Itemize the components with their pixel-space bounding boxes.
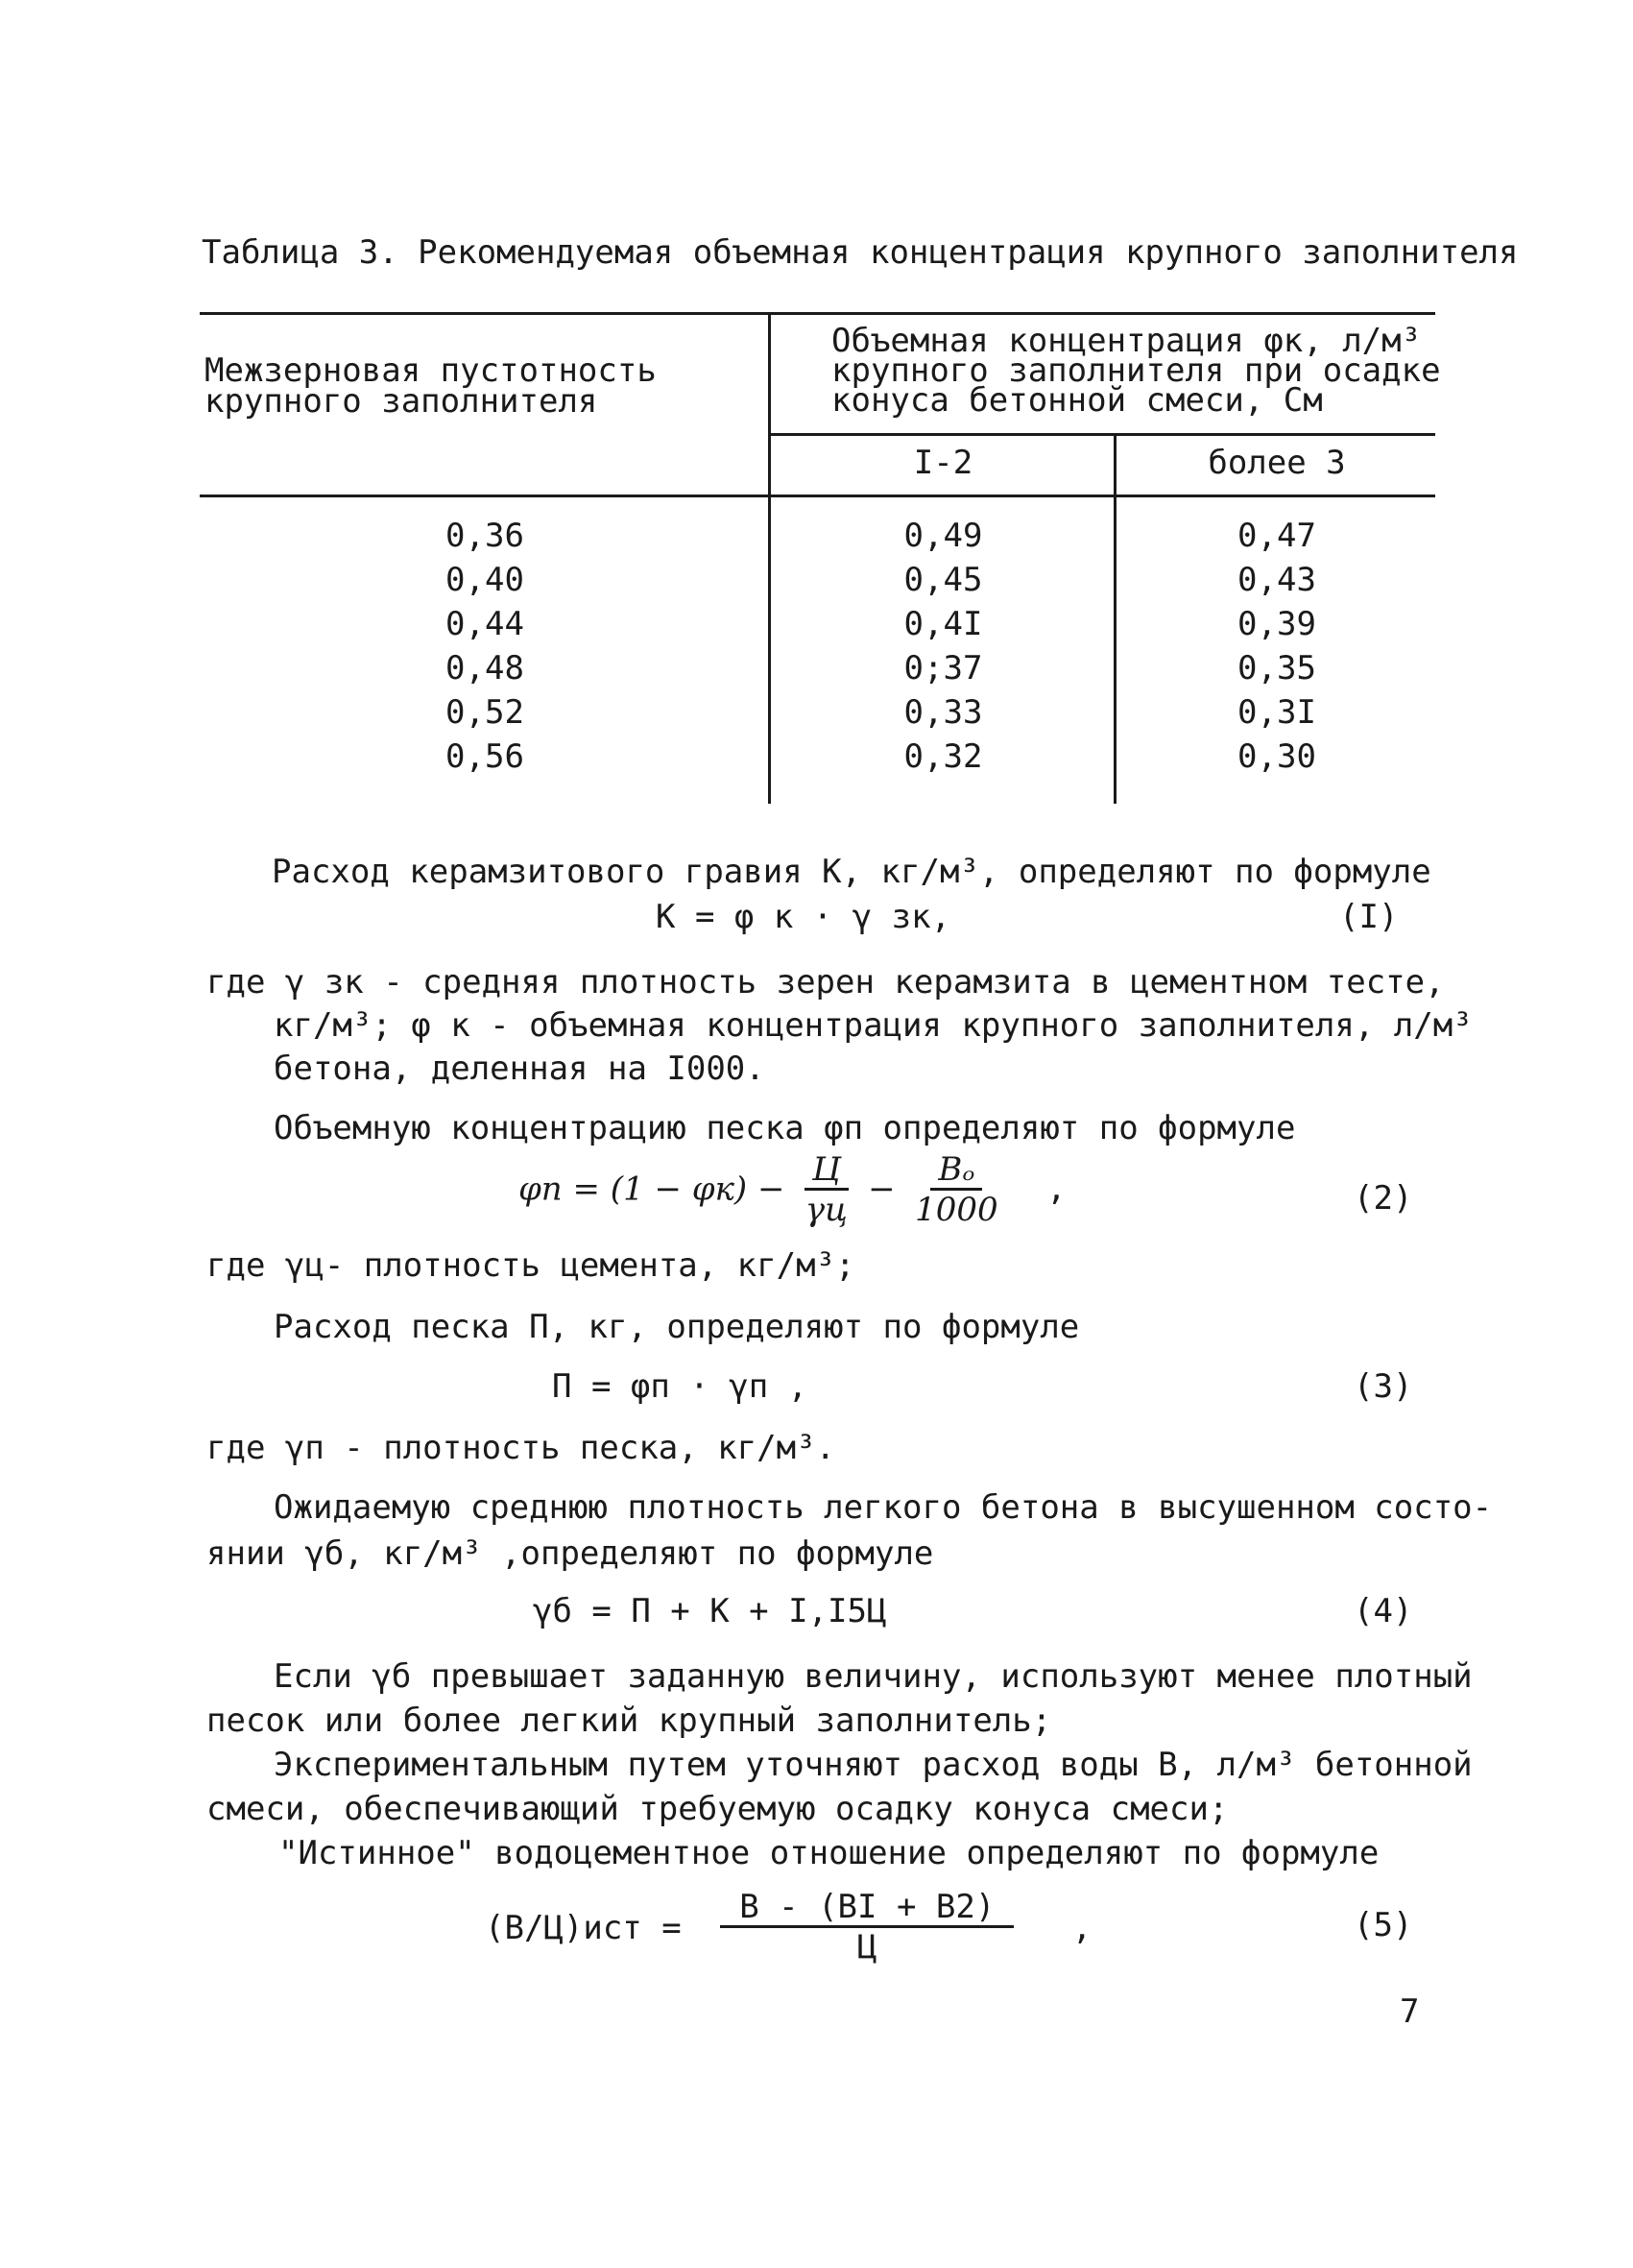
definition-line: бетона, деленная на I000. xyxy=(274,1050,765,1088)
table-cell: 0,52 xyxy=(445,693,524,732)
definition-line: где γц- плотность цемента, кг/м³; xyxy=(206,1246,855,1285)
col1-header-line: крупного заполнителя xyxy=(204,382,598,421)
formula-comma: , xyxy=(1071,1908,1093,1947)
formula-5 xyxy=(485,1890,1092,1966)
paragraph: Экспериментальным путем уточняют расход воды В, л/м³ бетонной xyxy=(274,1746,1473,1784)
paragraph: Расход керамзитового гравия К, кг/м³, определяют по формуле xyxy=(272,853,1431,891)
formula-number: (5) xyxy=(1354,1906,1413,1944)
paragraph: Расход песка П, кг, определяют по формуле xyxy=(274,1308,1080,1346)
paragraph: смеси, обеспечивающий требуемую осадку конуса смеси; xyxy=(206,1790,1229,1828)
paragraph: Ожидаемую среднюю плотность легкого бетона в высушенном состо- xyxy=(274,1488,1493,1527)
col1-header-line: Межзерновая пустотность xyxy=(204,351,657,390)
table-cell: 0,39 xyxy=(1237,605,1316,643)
subheader-1-2: I-2 xyxy=(913,444,973,482)
col1-header xyxy=(204,351,657,421)
table-subheader-rule xyxy=(770,433,1435,436)
page-number: 7 xyxy=(1400,1992,1420,2031)
fraction-denominator: Ц xyxy=(857,1928,877,1967)
table-top-rule xyxy=(200,312,1435,315)
table-cell: 0,56 xyxy=(445,737,524,776)
paragraph: янии γб, кг/м³ ,определяют по формуле xyxy=(206,1534,934,1573)
formula-2-frac-1 xyxy=(804,1152,849,1229)
table-cell: 0,30 xyxy=(1237,737,1316,776)
table-cell: 0,47 xyxy=(1237,517,1316,555)
table-cell: 0,40 xyxy=(445,561,524,599)
formula-number: (I) xyxy=(1339,898,1399,936)
table-cell: 0,49 xyxy=(903,517,983,555)
paragraph: песок или более легкий крупный заполнитель; xyxy=(206,1701,1052,1740)
formula-3: П = φп · γп , xyxy=(552,1367,808,1406)
formula-4: γб = П + К + I,I5Ц xyxy=(533,1592,887,1630)
group-header-line: конуса бетонной смеси, См xyxy=(831,381,1323,420)
formula-number: (4) xyxy=(1354,1592,1413,1630)
table-cell: 0,33 xyxy=(903,693,983,732)
col2-group-header xyxy=(831,322,1441,420)
table-cell: 0,4I xyxy=(903,605,983,643)
formula-comma: , xyxy=(1046,1170,1067,1209)
formula-1: К = φ к · γ зк, xyxy=(656,898,951,936)
group-header-line: Объемная концентрация φк, л/м³ xyxy=(831,322,1422,360)
table-header-bottom-rule xyxy=(200,495,1435,497)
fraction-denominator: 1000 xyxy=(915,1191,998,1230)
table-cell: 0,44 xyxy=(445,605,524,643)
table-cell: 0,32 xyxy=(903,737,983,776)
table-cell: 0,48 xyxy=(445,649,524,688)
table-cell: 0,3I xyxy=(1237,693,1316,732)
minus-sign: − xyxy=(868,1170,896,1209)
definition-line: где γ зк - средняя плотность зерен керамзита в цементном тесте, xyxy=(206,963,1445,1001)
paragraph: Если γб превышает заданную величину, используют менее плотный xyxy=(274,1657,1473,1696)
table-cell: 0,36 xyxy=(445,517,524,555)
formula-5-fraction xyxy=(720,1890,1014,1966)
formula-number: (2) xyxy=(1354,1179,1413,1218)
table-cell: 0;37 xyxy=(903,649,983,688)
formula-2 xyxy=(518,1152,1067,1229)
table-caption: Таблица 3. Рекомендуемая объемная концентрация крупного заполнителя xyxy=(202,233,1519,272)
group-header-line: крупного заполнителя при осадке xyxy=(831,351,1441,390)
subheader-more-3: более 3 xyxy=(1208,444,1346,482)
table-cell: 0,43 xyxy=(1237,561,1316,599)
fraction-numerator: В - (ВI + В2) xyxy=(720,1890,1014,1928)
table-cell: 0,35 xyxy=(1237,649,1316,688)
fraction-numerator: Ц xyxy=(804,1152,849,1191)
formula-number: (3) xyxy=(1354,1367,1413,1406)
fraction-numerator: Вₒ xyxy=(930,1152,982,1191)
table-vline-1 xyxy=(768,312,771,804)
paragraph: Объемную концентрацию песка φп определяют по формуле xyxy=(274,1109,1296,1147)
formula-5-lhs: (В/Ц)ист = xyxy=(485,1908,682,1947)
fraction-denominator: γц xyxy=(804,1191,848,1230)
formula-2-lhs: φп = (1 − φк) − xyxy=(518,1170,785,1209)
definition-line: кг/м³; φ к - объемная концентрация крупного заполнителя, л/м³ xyxy=(274,1006,1473,1045)
formula-2-frac-2 xyxy=(915,1152,998,1229)
definition-line: где γп - плотность песка, кг/м³. xyxy=(206,1429,836,1467)
paragraph: "Истинное" водоцементное отношение определяют по формуле xyxy=(278,1834,1380,1872)
table-vline-2 xyxy=(1114,434,1117,804)
table-cell: 0,45 xyxy=(903,561,983,599)
